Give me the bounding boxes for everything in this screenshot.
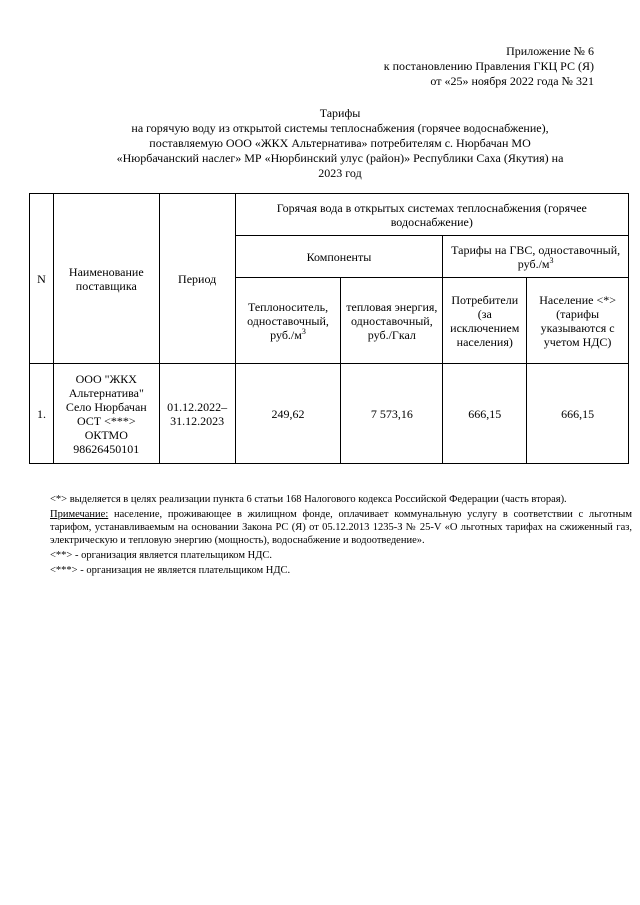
header-heat-carrier <box>235 278 341 364</box>
footnotes <box>50 493 632 579</box>
cell-period: 01.12.2022– 31.12.2023 <box>159 364 235 464</box>
header-components: Компоненты <box>235 236 443 278</box>
header-hot-water-group: Горячая вода в открытых системах теплоснабжения (горячее водоснабжение) <box>235 194 628 236</box>
appendix-date: от «25» ноября 2022 года № 321 <box>430 74 594 88</box>
appendix-number: Приложение № 6 <box>506 44 594 58</box>
title-line-3: поставляемую ООО «ЖКХ Альтернатива» потребителям с. Нюрбачан МО <box>149 136 531 150</box>
header-heat-energy: тепловая энергия, одноставочный, руб./Гкал <box>341 278 443 364</box>
footnote-star3: <***> - организация не является плательщиком НДС. <box>50 565 291 576</box>
header-supplier: Наименование поставщика <box>53 194 159 364</box>
title-line-2: на горячую воду из открытой системы теплоснабжения (горячее водоснабжение), <box>131 121 549 135</box>
appendix-header <box>384 44 594 89</box>
note-paragraph <box>50 508 632 547</box>
note-text: население, проживающее в жилищном фонде, оплачивает коммунальную услугу в соответствии с льготным тарифом, устанавливаемым на основании Закона РС (Я) от 05.12.2013 1235-З № 25-V «О льготных тарифах на сжиженный газ, электрическую и тепловую энергию (мощность), водоснабжение и водоотведение». <box>50 509 632 546</box>
cell-consumers: 666,15 <box>443 364 527 464</box>
cell-heat-carrier: 249,62 <box>235 364 341 464</box>
header-heat-carrier-text: Теплоноситель, одноставочный, руб./м <box>247 299 329 342</box>
title-line-5: 2023 год <box>318 166 362 180</box>
superscript-3: 3 <box>549 255 554 265</box>
header-consumers: Потребители (за исключением населения) <box>443 278 527 364</box>
title-line-1: Тарифы <box>319 106 361 120</box>
footnote-star2: <**> - организация является плательщиком НДС. <box>50 550 272 561</box>
cell-heat-energy: 7 573,16 <box>341 364 443 464</box>
title-line-4: «Нюрбачанский наслег» МР «Нюрбинский улус (район)» Республики Саха (Якутия) на <box>116 151 564 165</box>
cell-population: 666,15 <box>527 364 629 464</box>
table-row <box>30 364 629 464</box>
document-title <box>60 106 620 181</box>
header-period: Период <box>159 194 235 364</box>
cell-supplier: ООО "ЖКХ Альтернатива" Село Нюрбачан ОСТ <***> ОКТМО 98626450101 <box>53 364 159 464</box>
appendix-resolution: к постановлению Правления ГКЦ РС (Я) <box>383 59 594 73</box>
header-tariffs-gvs-text: Тарифы на ГВС, одноставочный, руб./м <box>451 242 621 271</box>
cell-n: 1. <box>30 364 54 464</box>
header-n: N <box>30 194 54 364</box>
superscript-3: 3 <box>301 326 306 336</box>
header-tariffs-gvs <box>443 236 629 278</box>
footnote-star1: <*> выделяется в целях реализации пункта 6 статьи 168 Налогового кодекса Российской Федерации (часть вторая). <box>50 494 567 505</box>
note-label: Примечание: <box>50 509 109 520</box>
header-population: Население <*> (тарифы указываются с учетом НДС) <box>527 278 629 364</box>
tariff-table <box>29 193 629 464</box>
